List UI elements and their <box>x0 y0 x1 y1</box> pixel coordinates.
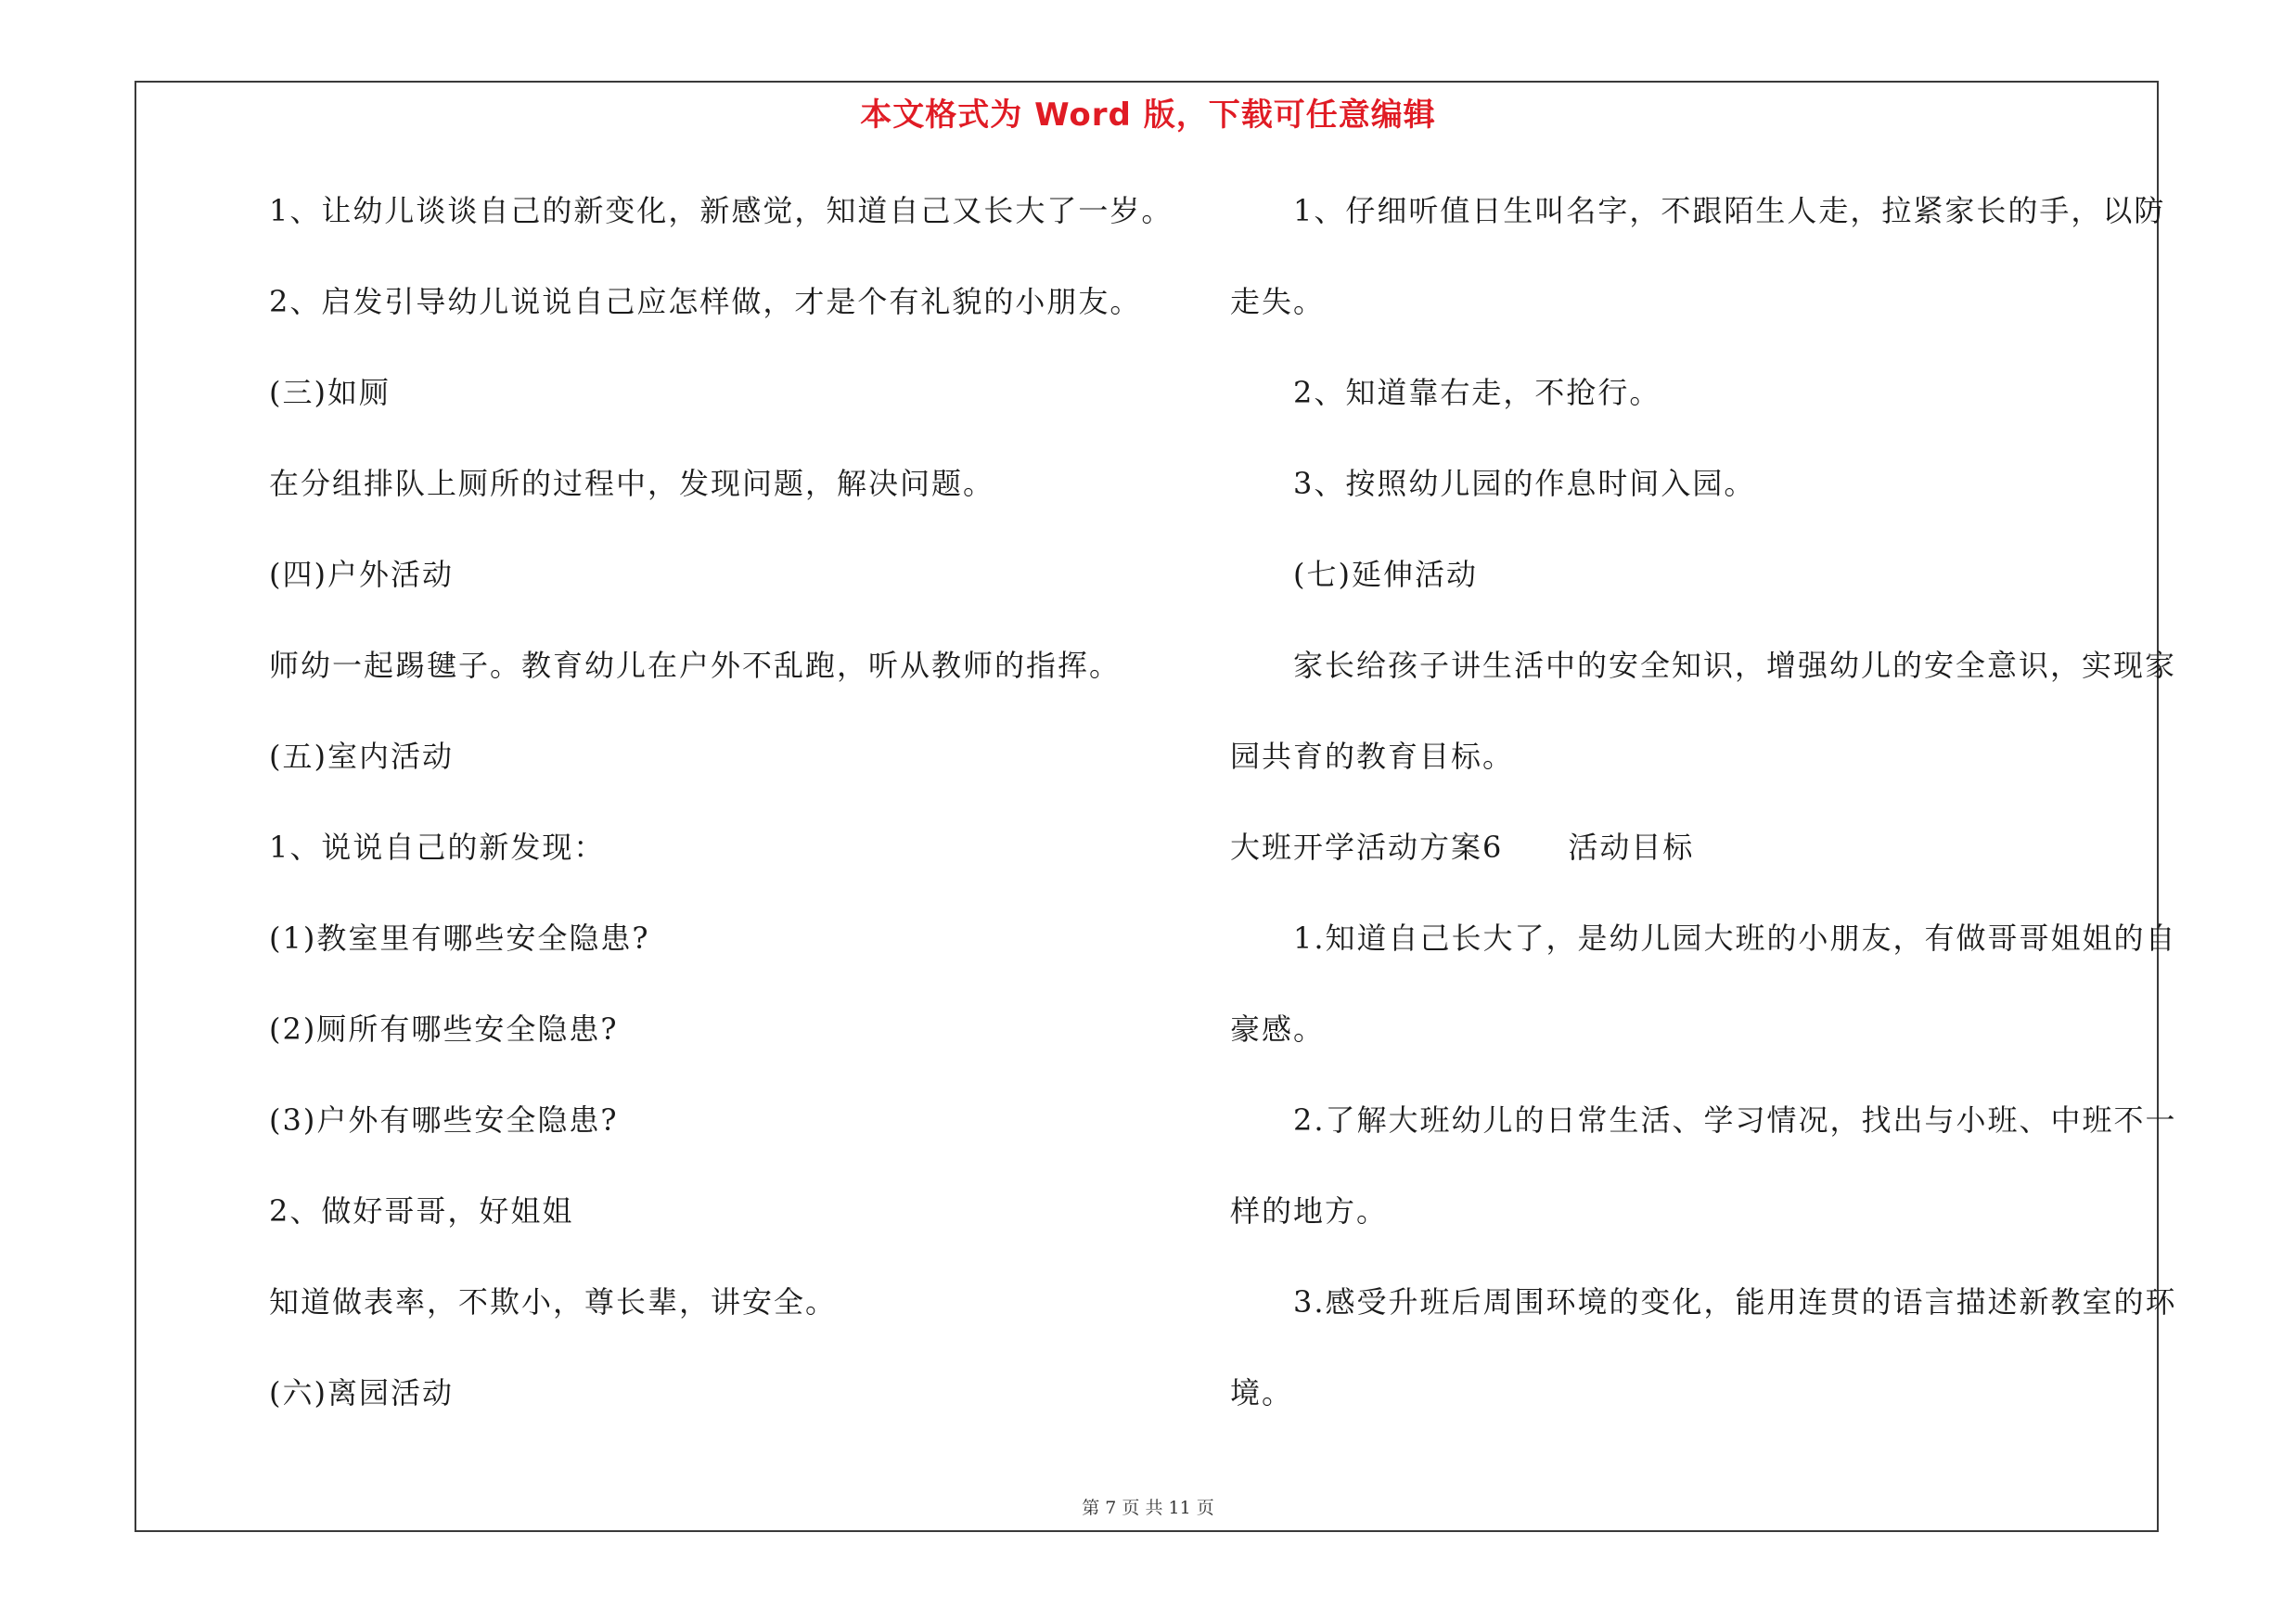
paragraph: 1.知道自己长大了，是幼儿园大班的小朋友，有做哥哥姐姐的自 <box>1293 921 2177 956</box>
left-column <box>269 186 1206 1459</box>
paragraph: 2.了解大班幼儿的日常生活、学习情况，找出与小班、中班不一 <box>1293 1102 2177 1138</box>
paragraph: 3.感受升班后周围环境的变化，能用连贯的语言描述新教室的环 <box>1293 1284 2177 1320</box>
list-item: (3)户外有哪些安全隐患? <box>269 1102 619 1138</box>
paragraph: 2、启发引导幼儿说说自己应怎样做，才是个有礼貌的小朋友。 <box>269 284 1142 319</box>
paragraph: 1、让幼儿谈谈自己的新变化，新感觉，知道自己又长大了一岁。 <box>269 193 1174 228</box>
paragraph-continuation: 境。 <box>1230 1375 1294 1410</box>
document-banner: 本文格式为 Word 版，下载可任意编辑 <box>860 97 1436 134</box>
paragraph: 1、说说自己的新发现： <box>269 830 606 865</box>
paragraph: 家长给孩子讲生活中的安全知识，增强幼儿的安全意识，实现家 <box>1293 648 2177 683</box>
paragraph-continuation: 豪感。 <box>1230 1011 1326 1047</box>
list-item: (2)厕所有哪些安全隐患? <box>269 1011 619 1047</box>
right-column <box>1230 186 2177 1459</box>
section-heading: (五)室内活动 <box>269 739 454 774</box>
paragraph-continuation: 样的地方。 <box>1230 1193 1389 1229</box>
paragraph: 2、知道靠右走，不抢行。 <box>1293 375 1661 410</box>
list-item: (1)教室里有哪些安全隐患? <box>269 921 650 956</box>
paragraph: 师幼一起踢毽子。教育幼儿在户外不乱跑，听从教师的指挥。 <box>269 648 1122 683</box>
paragraph: 3、按照幼儿园的作息时间入园。 <box>1293 466 1756 501</box>
plan-title: 大班开学活动方案6 <box>1230 830 1504 865</box>
section-heading: (四)户外活动 <box>269 557 454 592</box>
section-title-row <box>1230 822 2148 913</box>
paragraph: 2、做好哥哥，好姐姐 <box>269 1193 574 1229</box>
section-heading: (六)离园活动 <box>269 1375 454 1410</box>
page-number: 第 7 页 共 11 页 <box>1082 1498 1214 1518</box>
paragraph: 知道做表率，不欺小，尊长辈，讲安全。 <box>269 1284 838 1320</box>
paragraph-continuation: 园共育的教育目标。 <box>1230 739 1515 774</box>
paragraph-continuation: 走失。 <box>1230 284 1326 319</box>
paragraph: 在分组排队上厕所的过程中，发现问题，解决问题。 <box>269 466 995 501</box>
section-heading: (三)如厕 <box>269 375 391 410</box>
goals-heading: 活动目标 <box>1568 830 1695 865</box>
paragraph: 1、仔细听值日生叫名字，不跟陌生人走，拉紧家长的手，以防 <box>1293 193 2166 228</box>
section-heading: (七)延伸活动 <box>1293 557 1478 592</box>
